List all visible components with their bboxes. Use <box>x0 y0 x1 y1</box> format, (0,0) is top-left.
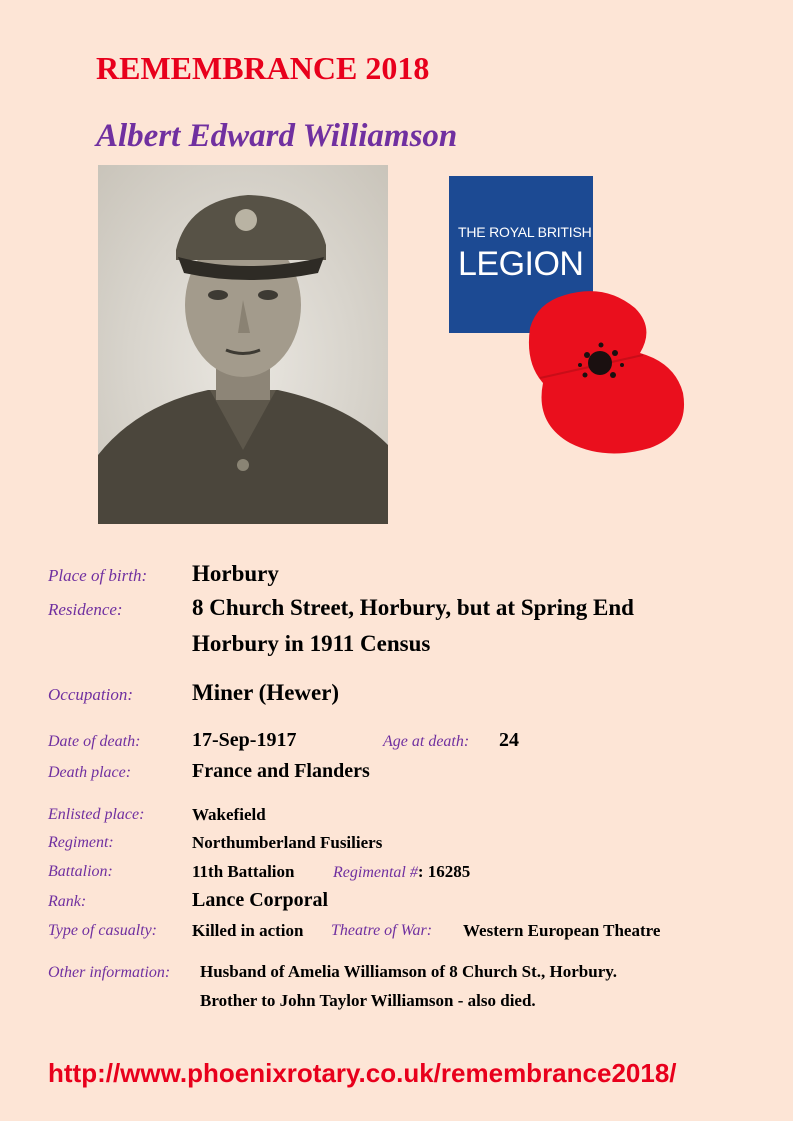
regiment-label: Regiment: <box>48 834 114 851</box>
place-of-birth-value: Horbury <box>192 561 279 586</box>
regimental-number-value: : 16285 <box>417 862 471 881</box>
enlisted-place-label: Enlisted place: <box>48 806 145 823</box>
battalion-label: Battalion: <box>48 863 113 880</box>
enlisted-place-value: Wakefield <box>192 805 266 824</box>
place-of-birth-label: Place of birth: <box>48 566 148 585</box>
website-link[interactable]: http://www.phoenixrotary.co.uk/remembrance2018/ <box>48 1058 677 1088</box>
death-place-label: Death place: <box>48 764 132 781</box>
residence-value-line2: Horbury in 1911 Census <box>192 631 431 656</box>
theatre-of-war-value: Western European Theatre <box>463 921 661 940</box>
poppy-icon <box>525 283 690 455</box>
regimental-number <box>333 862 470 882</box>
regimental-number-label: Regimental # <box>333 864 418 881</box>
casualty-type-label: Type of casualty: <box>48 922 158 939</box>
portrait-illustration <box>98 165 388 524</box>
residence-value-line1: 8 Church Street, Horbury, but at Spring End <box>192 595 634 620</box>
legion-logo-text-main: LEGION <box>458 245 584 283</box>
age-at-death-value: 24 <box>499 729 519 751</box>
rank-value: Lance Corporal <box>192 889 329 911</box>
occupation-label: Occupation: <box>48 685 133 704</box>
soldier-portrait <box>98 165 388 524</box>
death-place-value: France and Flanders <box>192 760 370 782</box>
age-at-death-label: Age at death: <box>383 733 470 750</box>
other-information-line1: Husband of Amelia Williamson of 8 Church St., Horbury. <box>200 962 618 981</box>
theatre-of-war-label: Theatre of War: <box>331 922 433 939</box>
other-information-label: Other information: <box>48 964 171 981</box>
casualty-type-value: Killed in action <box>192 921 304 940</box>
date-of-death-label: Date of death: <box>48 733 141 750</box>
rank-label: Rank: <box>48 893 87 910</box>
residence-label: Residence: <box>48 600 123 619</box>
page-title: REMEMBRANCE 2018 <box>96 50 430 86</box>
battalion-value: 11th Battalion <box>192 862 295 881</box>
date-of-death-value: 17-Sep-1917 <box>192 729 297 751</box>
soldier-name: Albert Edward Williamson <box>96 118 458 154</box>
legion-logo-text-top: THE ROYAL BRITISH <box>458 224 592 240</box>
regiment-value: Northumberland Fusiliers <box>192 833 383 852</box>
other-information-line2: Brother to John Taylor Williamson - also died. <box>200 991 536 1010</box>
occupation-value: Miner (Hewer) <box>192 680 340 705</box>
